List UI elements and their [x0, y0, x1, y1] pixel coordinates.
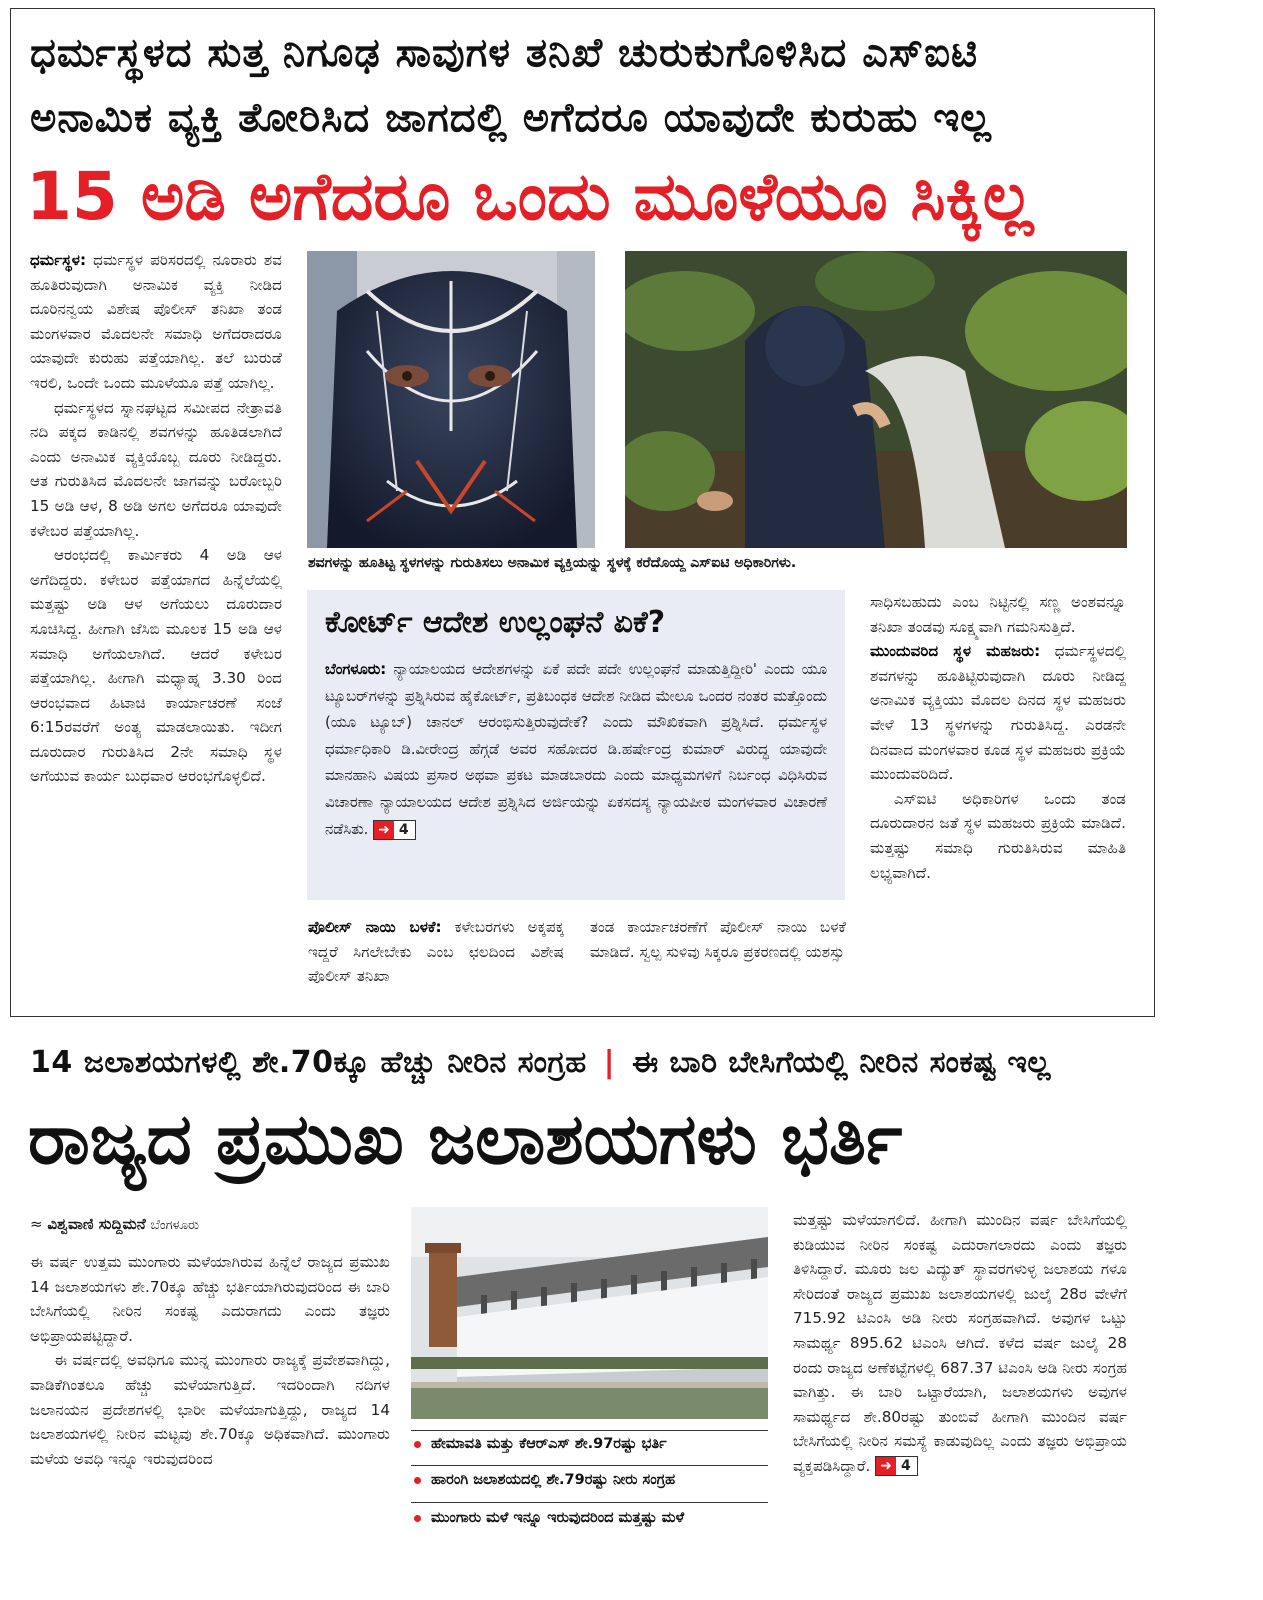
bullet-3-text: ಮುಂಗಾರು ಮಳೆ ಇನ್ನೂ ಇರುವುದರಿಂದ ಮತ್ತಷ್ಟು ಮಳೆ: [431, 1510, 685, 1526]
court-order-body: [325, 657, 827, 843]
story1-col1-p3: ಆರಂಭದಲ್ಲಿ ಕಾರ್ಮಿಕರು 4 ಅಡಿ ಆಳ ಅಗೆದಿದ್ದರು. ಕಳೇಬರ ಪತ್ತೆಯಾಗದ ಹಿನ್ನೆಲೆಯಲ್ಲಿ ಮತ್ತಷ್ಟು ಅಡಿ ಆಳ ಅಗೆಯಲು ದೂರುದಾರ ಸೂಚಿಸಿದ್ದ. ಹೀಗಾಗಿ ಜೆಸಿಬಿ ಮೂಲಕ 15 ಅಡಿ ಆಳ ಸಮಾಧಿ ಅಗೆಯಲಾಗಿದೆ. ಆದರೆ ಕಳೇಬರ ಪತ್ತೆಯಾಗಿಲ್ಲ. ಹೀಗಾಗಿ ಮಧ್ಯಾಹ್ನ 3.30 ರಿಂದ ಆರಂಭವಾದ ಹಿಟಾಚಿ ಕಾರ್ಯಾಚರಣೆ ಸಂಜೆ 6:15ರವರೆಗೆ ಅಂತ್ಯ ಮಾಡಲಾಯಿತು. ಇದೀಗ ದೂರುದಾರ ಗುರುತಿಸಿದ 2ನೇ ಸಮಾಧಿ ಸ್ಥಳ ಅಗೆಯುವ ಕಾರ್ಯ ಬುಧವಾರ ಆರಂಭಗೊಳ್ಳಲಿದೆ.: [30, 546, 282, 786]
bullet-divider-3: [411, 1502, 768, 1503]
story1-column1: [30, 248, 282, 789]
bullet-3: [414, 1510, 684, 1526]
police-dog-text-b: ತಂಡ ಕಾರ್ಯಾಚರಣೆಗೆ ಪೊಲೀಸ್ ನಾಯಿ ಬಳಕೆ ಮಾಡಿದೆ. ಸ್ವಲ್ಪ ಸುಳಿವು ಸಿಕ್ಕರೂ ಪ್ರಕರಣದಲ್ಲಿ ಯಶಸ್ಸು: [590, 918, 846, 961]
court-order-title: ಕೋರ್ಟ್ ಆದೇಶ ಉಲ್ಲಂಘನೆ ಏಕೆ?: [325, 605, 666, 640]
story1-col4-p1: ಸಾಧಿಸಬಹುದು ಎಂಬ ನಿಟ್ಟಿನಲ್ಲಿ ಸಣ್ಣ ಅಂಶವನ್ನೂ ತನಿಖಾ ತಂಡವು ಸೂಕ್ಷ್ಮವಾಗಿ ಗಮನಿಸುತ್ತಿದೆ.: [870, 593, 1126, 636]
police-dog-text-a: ಕಳೇಬರಗಳು ಅಕ್ಕಪಕ್ಕ ಇದ್ದರೆ ಸಿಗಲೇಬೇಕು ಎಂಬ ಛಲದಿಂದ ವಿಶೇಷ ಪೊಲೀಸ್ ತನಿಖಾ: [308, 918, 564, 986]
bullet-dot-icon: [414, 1515, 421, 1522]
dam-photo: [411, 1207, 768, 1419]
bullet-1-text: ಹೇಮಾವತಿ ಮತ್ತು ಕೆಆರ್‌ಎಸ್ ಶೇ.97ರಷ್ಟು ಭರ್ತಿ: [431, 1436, 667, 1452]
byline-source: ವಿಶ್ವವಾಣಿ ಸುದ್ದಿಮನೆ: [47, 1215, 146, 1233]
police-dog-col-a: [308, 915, 564, 989]
story1-col1-p1: ಧರ್ಮಸ್ಥಳ ಪರಿಸರದಲ್ಲಿ ನೂರಾರು ಶವ ಹೂತಿರುವುದಾಗಿ ಅನಾಮಿಕ ವ್ಯಕ್ತಿ ನೀಡಿದ ದೂರಿನನ್ವಯ ವಿಶೇಷ ಪೊಲೀಸ್ ತನಿಖಾ ತಂಡ ಮಂಗಳವಾರ ಮೊದಲನೇ ಸಮಾಧಿ ಅಗೆದರಾದರೂ ಯಾವುದೇ ಕುರುಹು ಪತ್ತೆಯಾಗಿಲ್ಲ. ತಲೆ ಬುರುಡೆ ಇರಲಿ, ಒಂದೇ ಒಂದು ಮೂಳೆಯೂ ಪತ್ತೆ ಯಾಗಿಲ್ಲ.: [30, 251, 282, 392]
bullet-divider-2: [411, 1465, 768, 1466]
court-order-dateline: ಬೆಂಗಳೂರು:: [325, 661, 387, 678]
police-dog-lead: ಪೊಲೀಸ್ ನಾಯಿ ಬಳಕೆ:: [308, 918, 442, 936]
masked-man-photo: [307, 251, 595, 548]
wifi-signal-icon: ≈: [30, 1215, 43, 1233]
story1-col4-p2: ಧರ್ಮಸ್ಥಳದಲ್ಲಿ ಶವಗಳನ್ನು ಹೂತಿಟ್ಟಿರುವುದಾಗಿ ದೂರು ನೀಡಿದ್ದ ಅನಾಮಿಕ ವ್ಯಕ್ತಿಯು ಮೊದಲ ದಿನದ ಸ್ಥಳ ಮಹಜರು ವೇಳೆ 13 ಸ್ಥಳಗಳನ್ನು ಗುರುತಿಸಿದ್ದ. ಎರಡನೇ ದಿನವಾದ ಮಂಗಳವಾರ ಕೂಡ ಸ್ಥಳ ಮಹಜರು ಪ್ರಕ್ರಿಯೆ ಮುಂದುವರಿದಿದೆ.: [870, 642, 1126, 784]
story1-col1-p2: ಧರ್ಮಸ್ಥಳದ ಸ್ನಾನಘಟ್ಟದ ಸಮೀಪದ ನೇತ್ರಾವತಿ ನದಿ ಪಕ್ಕದ ಕಾಡಿನಲ್ಲಿ ಶವಗಳನ್ನು ಹೂತಿಡಲಾಗಿದೆ ಎಂದು ಅನಾಮಿಕ ವ್ಯಕ್ತಿಯೊಬ್ಬ ದೂರು ನೀಡಿದ್ದರು. ಆತ ಗುರುತಿಸಿದ ಮೊದಲನೇ ಜಾಗವನ್ನು ಬರೋಬ್ಬರಿ 15 ಅಡಿ ಆಳ, 8 ಅಡಿ ಅಗಲ ಅಗೆದರೂ ಯಾವುದೇ ಕಳೇಬರ ಪತ್ತೆಯಾಗಿಲ್ಲ.: [30, 398, 282, 540]
story1-headline: 15 ಅಡಿ ಅಗೆದರೂ ಒಂದು ಮೂಳೆಯೂ ಸಿಕ್ಕಿಲ್ಲ: [26, 158, 1034, 235]
jump-page-number: 4: [398, 821, 409, 838]
jump-to-page-4-court[interactable]: [373, 820, 415, 840]
story1-dateline: ಧರ್ಮಸ್ಥಳ:: [30, 251, 87, 269]
story2-kicker-right: ಈ ಬಾರಿ ಬೇಸಿಗೆಯಲ್ಲಿ ನೀರಿನ ಸಂಕಷ್ಟ ಇಲ್ಲ: [632, 1045, 1051, 1080]
bullet-dot-icon: [414, 1477, 421, 1484]
court-order-text: ನ್ಯಾಯಾಲಯದ ಆದೇಶಗಳನ್ನು ಏಕೆ ಪದೇ ಪದೇ ಉಲ್ಲಂಘನೆ ಮಾಡುತ್ತಿದ್ದೀರಿ' ಎಂದು ಯೂ ಟ್ಯೂಬರ್‌ಗಳನ್ನು ಪ್ರಶ್ನಿಸಿರುವ ಹೈಕೋರ್ಟ್, ಪ್ರತಿಬಂಧಕ ಆದೇಶ ನೀಡಿದ ಮೇಲೂ ಒಂದರ ನಂತರ ಮತ್ತೊಂದು (ಯೂ ಟ್ಯೂಬ್) ಚಾನಲ್ ಆರಂಭಿಸುತ್ತಿರುವುದೇಕೆ? ಎಂದು ಮೌಖಿಕವಾಗಿ ಪ್ರಶ್ನಿಸಿದೆ. ಧರ್ಮಸ್ಥಳ ಧರ್ಮಾಧಿಕಾರಿ ಡಿ.ವೀರೇಂದ್ರ ಹೆಗ್ಗಡೆ ಅವರ ಸಹೋದರ ಡಿ.ಹರ್ಷೇಂದ್ರ ಕುಮಾರ್ ವಿರುದ್ಧ ಯಾವುದೇ ಮಾನಹಾನಿ ವಿಷಯ ಪ್ರಸಾರ ಅಥವಾ ಪ್ರಕಟ ಮಾಡಬಾರದು ಎಂದು ಮಾಧ್ಯಮಗಳಿಗೆ ನಿರ್ಬಂಧ ವಿಧಿಸಿರುವ ವಿಚಾರಣಾ ನ್ಯಾಯಾಲಯದ ಆದೇಶ ಪ್ರಶ್ನಿಸಿದ ಅರ್ಜಿಯನ್ನು ಏಕಸದಸ್ಯ ನ್ಯಾಯಪೀಠ ಮಂಗಳವಾರ ವಿಚಾರಣೆ ನಡೆಸಿತು.: [325, 661, 827, 838]
police-dog-col-b: [590, 915, 846, 964]
story1-col4-lead2: ಮುಂದುವರಿದ ಸ್ಥಳ ಮಹಜರು:: [870, 642, 1041, 661]
story1-kicker-line1: ಧರ್ಮಸ್ಥಳದ ಸುತ್ತ ನಿಗೂಢ ಸಾವುಗಳ ತನಿಖೆ ಚುರುಕುಗೊಳಿಸಿದ ಎಸ್‌ಐಟಿ: [30, 30, 979, 76]
story2-col3-text: ಮತ್ತಷ್ಟು ಮಳೆಯಾಗಲಿದೆ. ಹೀಗಾಗಿ ಮುಂದಿನ ವರ್ಷ ಬೇಸಿಗೆಯಲ್ಲಿ ಕುಡಿಯುವ ನೀರಿನ ಸಂಕಷ್ಟ ಎದುರಾಗಲಾರದು ಎಂದು ತಜ್ಞರು ತಿಳಿಸಿದ್ದಾರೆ. ಮೂರು ಜಲ ವಿದ್ಯುತ್ ಸ್ಥಾವರಗಳುಳ್ಳ ಜಲಾಶಯ ಗಳೂ ಸೇರಿದಂತೆ ರಾಜ್ಯದ ಪ್ರಮುಖ ಜಲಾಶಯಗಳಲ್ಲಿ ಜುಲೈ 28ರ ವೇಳೆಗೆ 715.92 ಟಿಎಂಸಿ ಅಡಿ ನೀರು ಸಂಗ್ರಹವಾಗಿದೆ. ಅವುಗಳ ಒಟ್ಟು ಸಾಮರ್ಥ್ಯ 895.62 ಟಿಎಂಸಿ ಆಗಿದೆ. ಕಳೆದ ವರ್ಷ ಜುಲೈ 28 ರಂದು ರಾಜ್ಯದ ಅಣೆಕಟ್ಟೆಗಳಲ್ಲಿ 687.37 ಟಿಎಂಸಿ ಅಡಿ ನೀರು ಸಂಗ್ರಹ ವಾಗಿತ್ತು. ಈ ಬಾರಿ ಒಟ್ಟಾರೆಯಾಗಿ, ಜಲಾಶಯಗಳು ಅವುಗಳ ಸಾಮರ್ಥ್ಯದ ಶೇ.80ರಷ್ಟು ತುಂಬಿವೆ ಹೀಗಾಗಿ ಮುಂದಿನ ವರ್ಷ ಬೇಸಿಗೆಯಲ್ಲಿ ನೀರಿನ ಸಮಸ್ಯೆ ಕಾಡುವುದಿಲ್ಲ ಎಂದು ತಜ್ಞರು ಅಭಿಪ್ರಾಯ ವ್ಯಕ್ತಪಡಿಸಿದ್ದಾರೆ.: [793, 1211, 1127, 1475]
jump-page-number: 4: [900, 1458, 911, 1475]
forest-photo: [625, 251, 1127, 548]
story2-col1-p1: ಈ ವರ್ಷ ಉತ್ತಮ ಮುಂಗಾರು ಮಳೆಯಾಗಿರುವ ಹಿನ್ನೆಲೆ ರಾಜ್ಯದ ಪ್ರಮುಖ 14 ಜಲಾಶಯಗಳು ಶೇ.70ಕ್ಕೂ ಹೆಚ್ಚು ಭರ್ತಿಯಾಗಿರುವುದರಿಂದ ಈ ಬಾರಿ ಬೇಸಿಗೆಯಲ್ಲಿ ನೀರಿನ ಸಂಕಷ್ಟ ಎದುರಾಗದು ಎಂದು ತಜ್ಞರು ಅಭಿಪ್ರಾಯಪಟ್ಟಿದ್ದಾರೆ.: [30, 1253, 390, 1345]
story1-col4-p3: ಎಸ್‌ಐಟಿ ಅಧಿಕಾರಿಗಳ ಒಂದು ತಂಡ ದೂರುದಾರನ ಜತೆ ಸ್ಥಳ ಮಹಜರು ಪ್ರಕ್ರಿಯೆ ಮಾಡಿದೆ. ಮತ್ತಷ್ಟು ಸಮಾಧಿ ಗುರುತಿಸಿರುವ ಮಾಹಿತಿ ಲಭ್ಯವಾಗಿದೆ.: [870, 789, 1126, 882]
story2-headline: ರಾಜ್ಯದ ಪ್ರಮುಖ ಜಲಾಶಯಗಳು ಭರ್ತಿ: [28, 1098, 903, 1180]
story2-kicker-left: 14 ಜಲಾಶಯಗಳಲ್ಲಿ ಶೇ.70ಕ್ಕೂ ಹೆಚ್ಚು ನೀರಿನ ಸಂಗ್ರಹ: [30, 1045, 587, 1080]
story1-column4: [870, 590, 1126, 885]
story1-kicker-line2: ಅನಾಮಿಕ ವ್ಯಕ್ತಿ ತೋರಿಸಿದ ಜಾಗದಲ್ಲಿ ಅಗೆದರೂ ಯಾವುದೇ ಕುರುಹು ಇಲ್ಲ: [30, 95, 992, 141]
story2-byline: [30, 1215, 199, 1233]
kicker-separator: |: [603, 1045, 616, 1080]
story2-kicker: [30, 1045, 1051, 1080]
arrow-right-icon: ➜: [374, 821, 394, 839]
photo-caption: ಶವಗಳನ್ನು ಹೂತಿಟ್ಟ ಸ್ಥಳಗಳನ್ನು ಗುರುತಿಸಲು ಅನಾಮಿಕ ವ್ಯಕ್ತಿಯನ್ನು ಸ್ಥಳಕ್ಕೆ ಕರೆದೊಯ್ದ ಎಸ್‌ಐಟಿ ಅಧಿಕಾರಿಗಳು.: [308, 555, 797, 571]
bullet-1: [414, 1436, 667, 1452]
bullet-2-text: ಹಾರಂಗಿ ಜಲಾಶಯದಲ್ಲಿ ಶೇ.79ರಷ್ಟು ನೀರು ಸಂಗ್ರಹ: [431, 1472, 676, 1488]
story2-column3: [793, 1208, 1127, 1479]
bullet-dot-icon: [414, 1441, 421, 1448]
bullet-divider-1: [411, 1430, 768, 1431]
jump-to-page-4-dam[interactable]: [875, 1456, 917, 1476]
story2-col1-p2: ಈ ವರ್ಷದಲ್ಲಿ ಅವಧಿಗೂ ಮುನ್ನ ಮುಂಗಾರು ರಾಜ್ಯಕ್ಕೆ ಪ್ರವೇಶವಾಗಿದ್ದು, ವಾಡಿಕೆಗಿಂತಲೂ ಹೆಚ್ಚು ಮಳೆಯಾಗುತ್ತಿದೆ. ಇದರಿಂದಾಗಿ ನದಿಗಳ ಜಲಾನಯನ ಪ್ರದೇಶಗಳಲ್ಲಿ ಭಾರೀ ಮಳೆಯಾಗುತ್ತಿದ್ದು, ರಾಜ್ಯದ 14 ಜಲಾಶಯಗಳಲ್ಲಿ ನೀರಿನ ಮಟ್ಟವು ಶೇ.70ಕ್ಕೂ ಅಧಿಕವಾಗಿದೆ. ಮುಂಗಾರು ಮಳೆಯ ಅವಧಿ ಇನ್ನೂ ಇರುವುದರಿಂದ: [30, 1351, 390, 1468]
bullet-2: [414, 1472, 675, 1488]
byline-place: ಬೆಂಗಳೂರು: [150, 1218, 200, 1233]
arrow-right-icon: ➜: [876, 1457, 896, 1475]
story2-column1: [30, 1250, 390, 1471]
